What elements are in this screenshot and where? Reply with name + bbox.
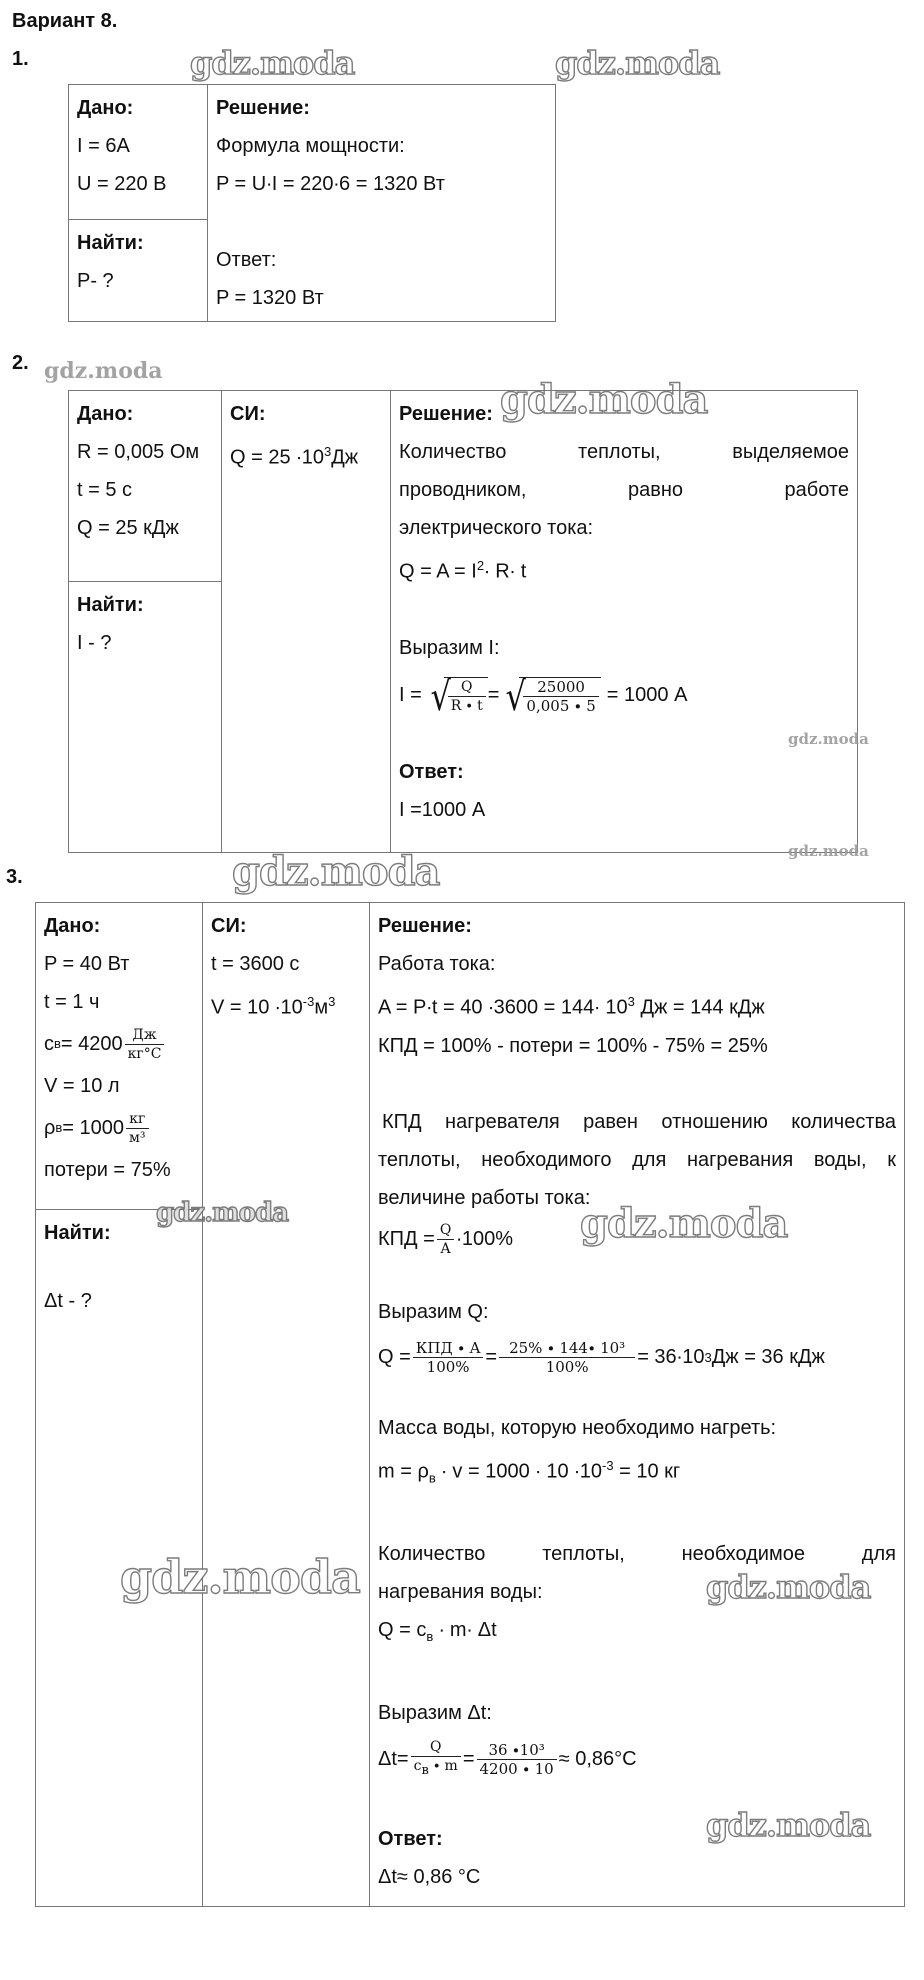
watermark: gdz.moda — [788, 842, 869, 860]
watermark: gdz.moda — [706, 1806, 871, 1844]
express-label: Выразим I: — [399, 636, 500, 659]
given-label: Дано: — [44, 915, 101, 937]
find-value: I - ? — [77, 632, 112, 654]
watermark: gdz.moda — [555, 44, 720, 82]
task2-solution-cell — [391, 391, 858, 853]
solution-label: Решение: — [216, 97, 310, 119]
watermark: gdz.moda — [232, 848, 440, 895]
solution-label: Решение: — [378, 915, 472, 937]
given-value: R = 0,005 Ом — [77, 441, 200, 463]
express-label: Выразим Q: — [378, 1300, 489, 1323]
find-value: P- ? — [77, 269, 114, 292]
given-value: потери = 75% — [44, 1159, 171, 1181]
task1-solution-cell — [208, 85, 556, 322]
si-label: СИ: — [230, 403, 266, 425]
watermark: gdz.moda — [44, 358, 163, 384]
formula: $A = P\cdot t = 40 \cdot 3600 = 144\cdot 10^3$ Дж = 144 кДж — [378, 994, 765, 1019]
watermark: gdz.moda — [788, 730, 869, 748]
task1-number: 1. — [12, 48, 29, 70]
given-value: ρ в = 1000 $\frac{кг}{\text{м³}}$ — [44, 1105, 194, 1151]
task2-find-cell — [69, 582, 222, 853]
given-value: Q = 25 кДж — [77, 517, 179, 539]
watermark: gdz.moda — [580, 1200, 788, 1247]
solution-text: Масса воды, которую необходимо нагреть: — [378, 1416, 777, 1439]
task2-si-cell — [222, 391, 391, 853]
task3-solution-cell — [370, 903, 905, 1907]
watermark: gdz.moda — [156, 1198, 289, 1228]
task1-given-cell — [69, 85, 208, 220]
answer: P = 1320 Вт — [216, 287, 324, 309]
answer-label: Ответ: — [216, 249, 277, 271]
formula: КПД = 100% - потери = 100% - 75% = 25% — [378, 1034, 768, 1057]
solution-text: нагревания воды: — [378, 1581, 543, 1604]
formula-title: Формула мощности: — [216, 135, 405, 157]
watermark: gdz.moda — [120, 1550, 360, 1604]
formula: P = U∙I = 220∙6 = 1320 Вт — [216, 173, 445, 195]
task3-table — [35, 902, 905, 1907]
formula: $Q = A = I^2\cdot R\cdot t$ — [399, 558, 527, 583]
task3-si-cell — [203, 903, 370, 1907]
root-formula: I = √ $\frac{Q}{R \cdot t}$ = √ $\frac{25000}{0,005 \cdot 5}$ = 1000 А — [399, 673, 688, 720]
find-label: Найти: — [44, 1222, 111, 1244]
given-value: t = 1 ч — [44, 991, 100, 1013]
task1-find-cell — [69, 219, 208, 321]
given-value: c в = 4200 $\frac{Дж}{кг^\circ C}$ — [44, 1021, 194, 1067]
solution-text: Работа тока: — [378, 953, 496, 975]
find-label: Найти: — [77, 231, 144, 254]
formula: КПД = $\frac{Q}{A}$ ∙100% — [378, 1222, 514, 1258]
solution-label: Решение: — [399, 403, 493, 425]
watermark: gdz.moda — [190, 44, 355, 82]
task3-number: 3. — [6, 866, 23, 888]
si-value: $V = 10 \cdot 10^{-3}м^3$ — [211, 994, 336, 1019]
answer: I =1000 А — [399, 798, 486, 821]
solution-text: Количество теплоты, необходимое для — [378, 1543, 896, 1566]
given-label: Дано: — [77, 97, 134, 119]
given-label: Дано: — [77, 403, 134, 425]
express-label: Выразим Δt: — [378, 1702, 492, 1725]
find-label: Найти: — [77, 594, 144, 616]
answer: Δt≈ 0,86 °C — [378, 1866, 481, 1889]
page-title: Вариант 8. — [12, 10, 118, 32]
si-label: СИ: — [211, 915, 247, 937]
find-value: Δt - ? — [44, 1290, 92, 1312]
solution-text: электрического тока: — [399, 517, 594, 539]
given-value: P = 40 Вт — [44, 953, 130, 975]
formula: Δt= $\frac{Q}{c_в \cdot m}$ = $\frac{\text{36 ∙10³}}{4200 \cdot 10}$ ≈ 0,86°C — [378, 1739, 637, 1779]
given-value: I = 6А — [77, 135, 130, 157]
solution-text: КПД нагревателя равен отношению количества теплоты, необходимого для нагревания воды, к величине работы тока: — [378, 1110, 896, 1209]
watermark: gdz.moda — [500, 376, 708, 423]
formula: $Q = c_в \cdot m\cdot \Delta t$ — [378, 1619, 497, 1645]
formula: Q = $\frac{\text{КПД ∙ A}}{100\%}$ = $\frac{\text{25\% ∙ 144∙ 10³}}{100\%}$ = 36∙10 3 Дж = 36 кДж — [378, 1339, 825, 1377]
task3-given-cell — [36, 903, 203, 1210]
task2-given-cell — [69, 391, 222, 582]
answer-label: Ответ: — [378, 1828, 443, 1851]
solution-text: проводником, равно работе — [399, 479, 849, 501]
given-value: t = 5 с — [77, 479, 133, 501]
task2-number: 2. — [12, 352, 29, 374]
si-value: t = 3600 с — [211, 953, 300, 975]
task1-table — [68, 84, 556, 322]
given-value: V = 10 л — [44, 1075, 120, 1097]
given-value: U = 220 В — [77, 173, 167, 195]
answer-label: Ответ: — [399, 760, 464, 783]
si-value: $Q = 25 \cdot 10^3Дж$ — [230, 444, 359, 469]
formula: $m = \rho_в \cdot v = 1000 \cdot 10 \cdot 10^{-3} = 10$ кг — [378, 1457, 681, 1486]
watermark: gdz.moda — [706, 1568, 871, 1606]
solution-text: Количество теплоты, выделяемое — [399, 441, 849, 463]
task2-table — [68, 390, 858, 853]
